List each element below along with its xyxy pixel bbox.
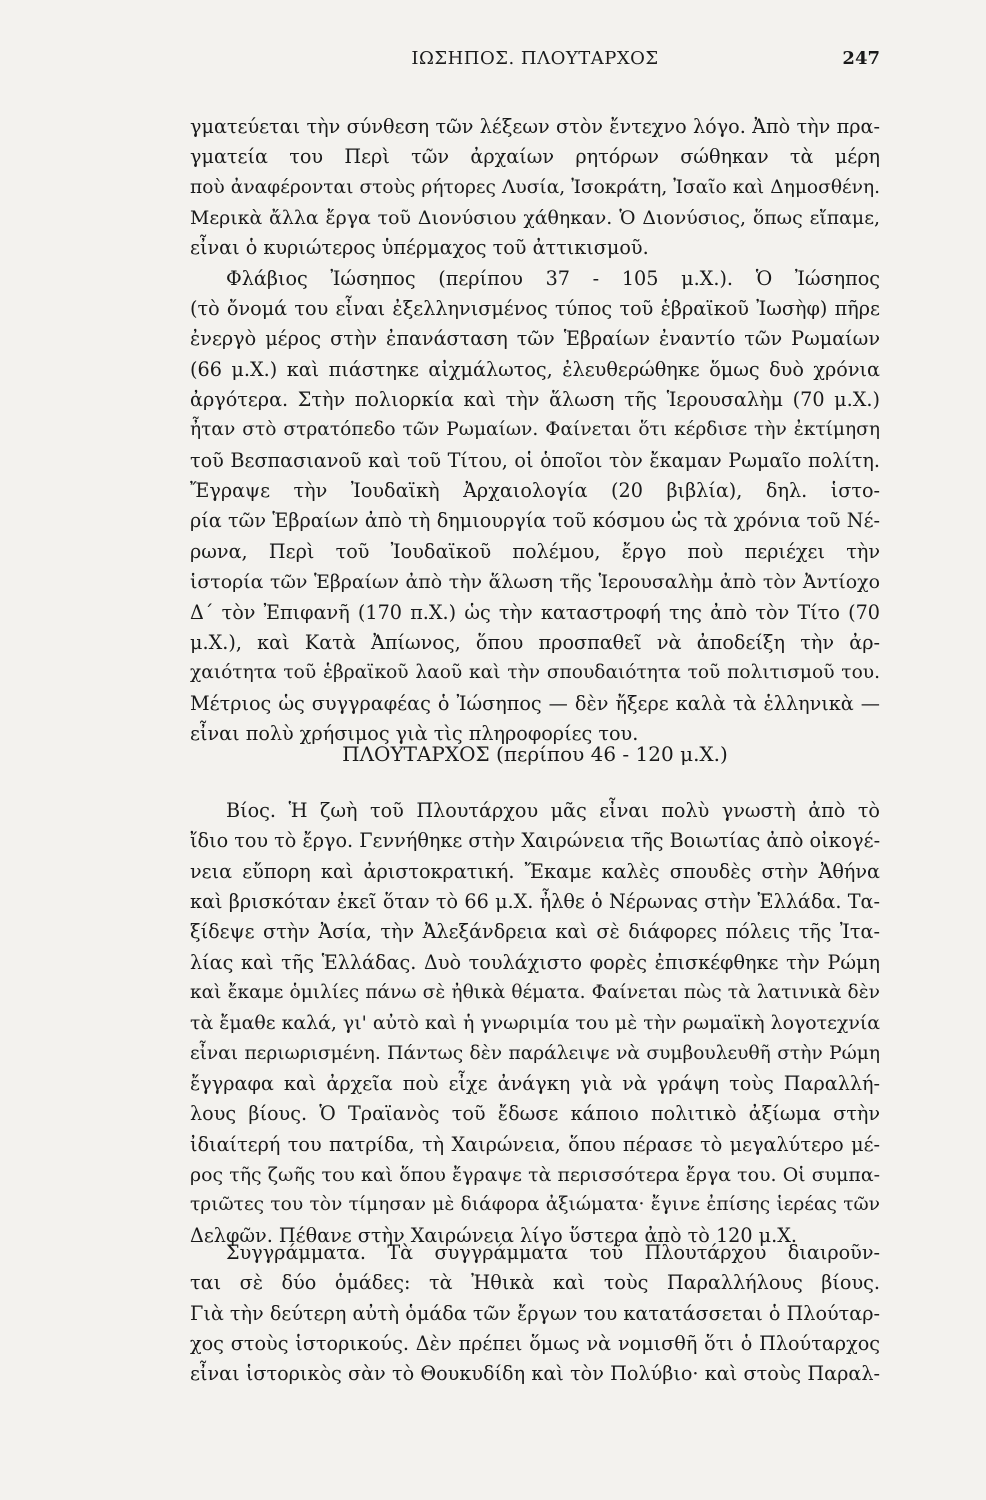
- text-line: (66 μ.Χ.) καὶ πιάστηκε αἰχμάλωτος, ἐλευθερώθηκε ὅμως δυὸ χρόνια: [190, 357, 880, 381]
- text-line: νεια εὔπορη καὶ ἀριστοκρατική. Ἔκαμε καλὲς σπουδὲς στὴν Ἀθήνα: [190, 859, 880, 883]
- text-line: ρωνα, Περὶ τοῦ Ἰουδαϊκοῦ πολέμου, ἔργο ποὺ περιέχει τὴν: [190, 539, 880, 563]
- text-line: εἶναι ἱστορικὸς σὰν τὸ Θουκυδίδη καὶ τὸν Πολύβιο· καὶ στοὺς Παραλ-: [190, 1362, 880, 1386]
- text-line: Ἔγραψε τὴν Ἰουδαϊκὴ Ἀρχαιολογία (20 βιβλία), δηλ. ἱστο-: [190, 479, 880, 503]
- text-line: ἱστορία τῶν Ἑβραίων ἀπὸ τὴν ἅλωση τῆς Ἱερουσαλὴμ ἀπὸ τὸν Ἀντίοχο: [190, 571, 880, 594]
- text-line: χος στοὺς ἱστορικούς. Δὲν πρέπει ὅμως νὰ νομισθῆ ὅτι ὁ Πλούταρχος: [190, 1332, 880, 1356]
- text-line: γματεία του Περὶ τῶν ἀρχαίων ρητόρων σώθηκαν τὰ μέρη: [190, 145, 880, 169]
- text-line: Μέτριος ὡς συγγραφέας ὁ Ἰώσηπος — δὲν ἤξερε καλὰ τὰ ἑλληνικὰ —: [190, 691, 880, 715]
- text-line: λους βίους. Ὁ Τραϊανὸς τοῦ ἔδωσε κάποιο πολιτικὸ ἀξίωμα στὴν: [190, 1102, 880, 1126]
- text-line: Δ΄ τὸν Ἐπιφανῆ (170 π.Χ.) ὡς τὴν καταστροφή της ἀπὸ τὸν Τίτο (70: [190, 600, 880, 624]
- josephus-paragraphs: [190, 112, 880, 749]
- page-number: 247: [842, 48, 880, 69]
- text-line: εἶναι περιωρισμένη. Πάντως δὲν παράλειψε νὰ συμβουλευθῆ στὴν Ρώμη: [190, 1042, 880, 1064]
- text-line: Γιὰ τὴν δεύτερη αὐτὴ ὁμάδα τῶν ἔργων του κατατάσσεται ὁ Πλούταρ-: [190, 1301, 880, 1325]
- text-line: μ.Χ.), καὶ Κατὰ Ἀπίωνος, ὅπου προσπαθεῖ νὰ ἀποδείξη τὴν ἀρ-: [190, 630, 880, 654]
- text-line: ται σὲ δύο ὁμάδες: τὰ Ἠθικὰ καὶ τοὺς Παραλλήλους βίους.: [190, 1271, 880, 1295]
- text-line: χαιότητα τοῦ ἑβραϊκοῦ λαοῦ καὶ τὴν σπουδαιότητα τοῦ πολιτισμοῦ του.: [190, 662, 880, 684]
- text-line: ρος τῆς ζωῆς του καὶ ὅπου ἔγραψε τὰ περισσότερα ἔργα του. Οἱ συμπα-: [190, 1164, 880, 1187]
- text-line: ἦταν στὸ στρατόπεδο τῶν Ρωμαίων. Φαίνεται ὅτι κέρδισε τὴν ἐκτίμηση: [190, 419, 880, 441]
- section-heading-plutarch: ΠΛΟΥΤΑΡΧΟΣ (περίπου 46 - 120 μ.Χ.): [342, 742, 728, 766]
- plutarch-bio-paragraph: [190, 796, 880, 1251]
- text-line: Συγγράμματα. Τὰ συγγράμματα τοῦ Πλουτάρχου διαιροῦν-: [226, 1241, 880, 1264]
- text-line: Μερικὰ ἄλλα ἔργα τοῦ Διονύσιου χάθηκαν. Ὁ Διονύσιος, ὅπως εἴπαμε,: [190, 207, 880, 230]
- text-line: λίας καὶ τῆς Ἑλλάδας. Δυὸ τουλάχιστο φορὲς ἐπισκέφθηκε τὴν Ρώμη: [190, 950, 880, 974]
- text-line: εἶναι ὁ κυριώτερος ὑπέρμαχος τοῦ ἀττικισμοῦ.: [190, 236, 649, 260]
- text-line: καὶ βρισκόταν ἐκεῖ ὅταν τὸ 66 μ.Χ. ἦλθε ὁ Νέρωνας στὴν Ἑλλάδα. Τα-: [190, 890, 880, 914]
- text-line: ποὺ ἀναφέρονται στοὺς ρήτορες Λυσία, Ἰσοκράτη, Ἰσαῖο καὶ Δημοσθένη.: [190, 176, 880, 198]
- text-line: Φλάβιος Ἰώσηπος (περίπου 37 - 105 μ.Χ.). Ὁ Ἰώσηπος: [226, 266, 880, 290]
- text-line: ἐνεργὸ μέρος στὴν ἐπανάσταση τῶν Ἑβραίων ἐναντίο τῶν Ρωμαίων: [190, 327, 880, 351]
- text-line: ἔγγραφα καὶ ἀρχεῖα ποὺ εἶχε ἀνάγκη γιὰ νὰ γράψη τοὺς Παραλλή-: [190, 1072, 880, 1096]
- text-line: ξίδεψε στὴν Ἀσία, τὴν Ἀλεξάνδρεια καὶ σὲ διάφορες πόλεις τῆς Ἰτα-: [190, 920, 880, 944]
- plutarch-works-paragraph: [190, 1238, 880, 1390]
- text-line: τὰ ἔμαθε καλά, γι' αὐτὸ καὶ ἡ γνωριμία του μὲ τὴν ρωμαϊκὴ λογοτεχνία: [190, 1012, 880, 1035]
- header-title: ΙΩΣΗΠΟΣ. ΠΛΟΥΤΑΡΧΟΣ: [411, 48, 659, 69]
- text-line: ἀργότερα. Στὴν πολιορκία καὶ τὴν ἅλωση τῆς Ἱερουσαλὴμ (70 μ.Χ.): [190, 388, 880, 412]
- text-line: ἰδιαίτερή του πατρίδα, τὴ Χαιρώνεια, ὅπου πέρασε τὸ μεγαλύτερο μέ-: [190, 1132, 880, 1156]
- text-line: Δελφῶν. Πέθανε στὴν Χαιρώνεια λίγο ὕστερα ἀπὸ τὸ 120 μ.Χ.: [190, 1223, 798, 1247]
- text-line: (τὸ ὄνομά του εἶναι ἐξελληνισμένος τύπος τοῦ ἑβραϊκοῦ Ἰωσὴφ) πῆρε: [190, 297, 880, 321]
- text-line: Βίος. Ἡ ζωὴ τοῦ Πλουτάρχου μᾶς εἶναι πολὺ γνωστὴ ἀπὸ τὸ: [226, 799, 880, 822]
- text-line: ἴδιο του τὸ ἔργο. Γεννήθηκε στὴν Χαιρώνεια τῆς Βοιωτίας ἀπὸ οἰκογέ-: [190, 829, 881, 853]
- text-line: ρία τῶν Ἑβραίων ἀπὸ τὴ δημιουργία τοῦ κόσμου ὡς τὰ χρόνια τοῦ Νέ-: [190, 509, 880, 533]
- text-line: γματεύεται τὴν σύνθεση τῶν λέξεων στὸν ἔντεχνο λόγο. Ἀπὸ τὴν πρα-: [190, 115, 880, 138]
- running-header: [190, 48, 880, 78]
- text-line: τριῶτες του τὸν τίμησαν μὲ διάφορα ἀξιώματα· ἔγινε ἐπίσης ἱερέας τῶν: [190, 1194, 880, 1216]
- text-line: καὶ ἔκαμε ὁμιλίες πάνω σὲ ἠθικὰ θέματα. Φαίνεται πὼς τὰ λατινικὰ δὲν: [190, 982, 880, 1004]
- text-line: τοῦ Βεσπασιανοῦ καὶ τοῦ Τίτου, οἱ ὁποῖοι τὸν ἔκαμαν Ρωμαῖο πολίτη.: [190, 448, 880, 472]
- text-line: εἶναι πολὺ χρήσιμος γιὰ τὶς πληροφορίες του.: [190, 721, 639, 745]
